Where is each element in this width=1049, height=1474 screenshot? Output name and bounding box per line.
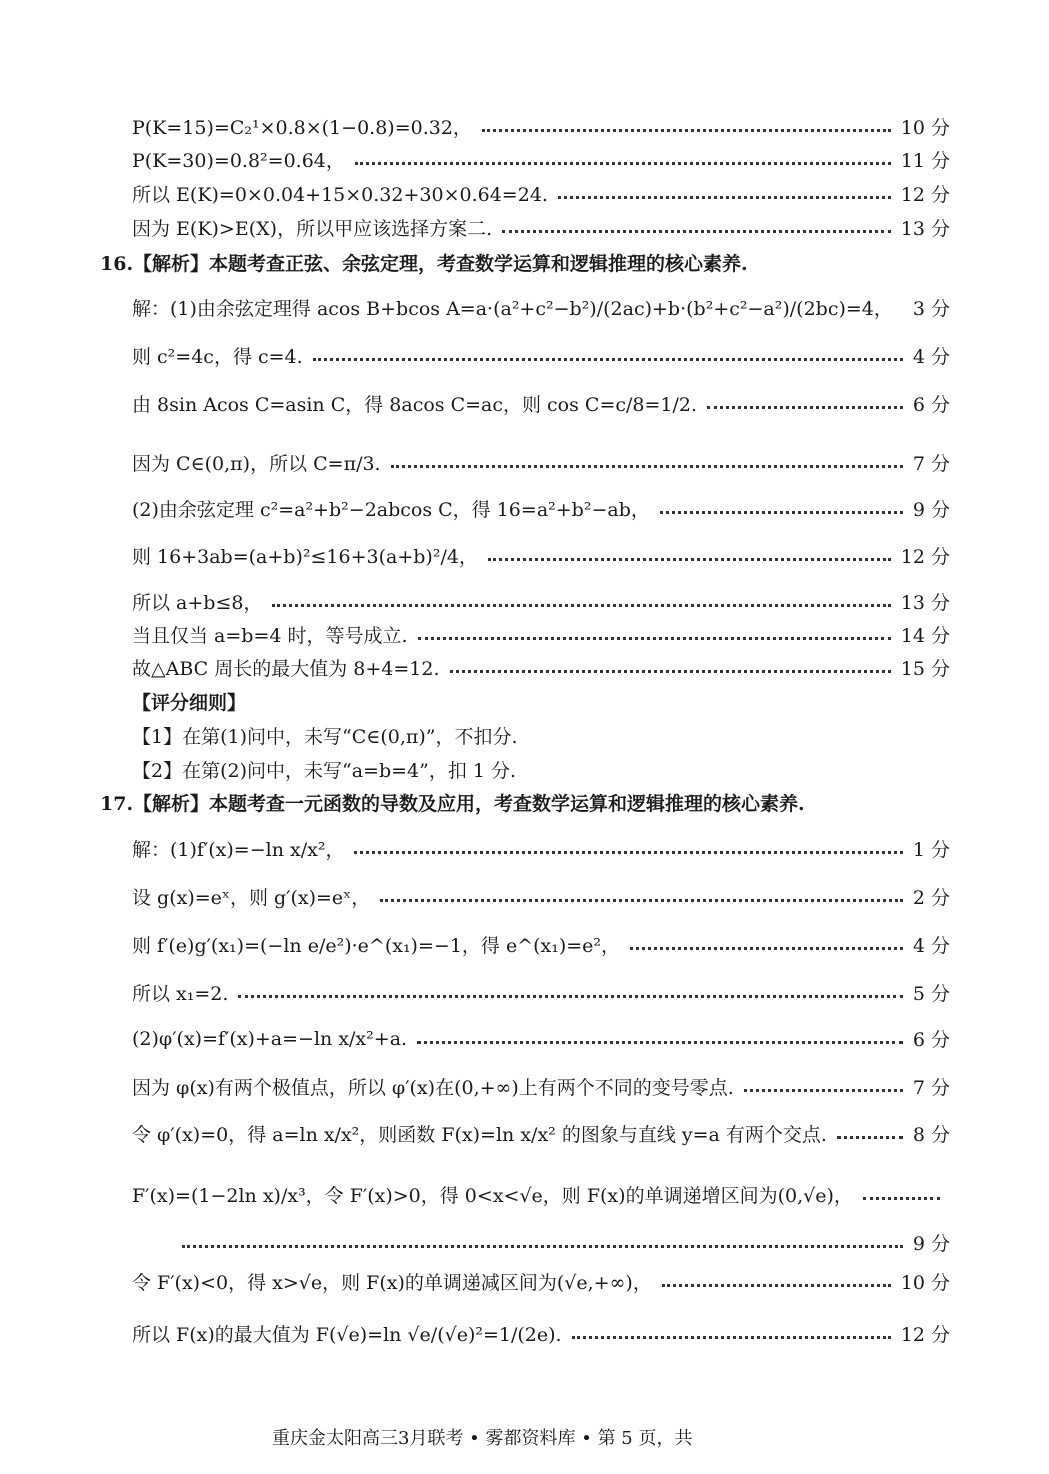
q17-line-7: 令 φ′(x)=0，得 a=ln x/x²，则函数 F(x)=ln x/x² 的图象与直线 y=a 有两个交点. 8 分 bbox=[132, 1120, 950, 1147]
score: 4 分 bbox=[912, 346, 950, 368]
score: 8 分 bbox=[912, 1124, 950, 1146]
q17-line-2: 设 g(x)=eˣ，则 g′(x)=eˣ， 2 分 bbox=[132, 883, 950, 910]
score: 10 分 bbox=[900, 117, 950, 139]
score: 12 分 bbox=[900, 1324, 950, 1346]
q15-line-2: P(K=30)=0.8²=0.64， 11 分 bbox=[132, 146, 950, 173]
q16-line-5: (2)由余弦定理 c²=a²+b²−2abcos C，得 16=a²+b²−ab， 9 分 bbox=[132, 495, 950, 522]
score: 13 分 bbox=[900, 592, 950, 614]
q17-header: 17.【解析】本题考查一元函数的导数及应用，考查数学运算和逻辑推理的核心素养. bbox=[100, 793, 805, 815]
q15-line-3: 所以 E(K)=0×0.04+15×0.32+30×0.64=24. 12 分 bbox=[132, 180, 950, 207]
score: 4 分 bbox=[912, 935, 950, 957]
score: 2 分 bbox=[912, 887, 950, 909]
q16-line-4: 因为 C∈(0,π)，所以 C=π/3. 7 分 bbox=[132, 449, 950, 476]
q16-header: 16.【解析】本题考查正弦、余弦定理，考查数学运算和逻辑推理的核心素养. bbox=[100, 253, 748, 275]
q16-line-3: 由 8sin Acos C=asin C，得 8acos C=ac，则 cos C=c/8=1/2. 6 分 bbox=[132, 390, 950, 417]
q16-line-9: 故△ABC 周长的最大值为 8+4=12. 15 分 bbox=[132, 654, 950, 681]
q16-line-2: 则 c²=4c，得 c=4. 4 分 bbox=[132, 342, 950, 369]
q17-line-1: 解：(1)f′(x)=−ln x/x²， 1 分 bbox=[132, 835, 950, 862]
q17-line-3: 则 f′(e)g′(x₁)=(−ln e/e²)·e^(x₁)=−1，得 e^(x₁)=e²， 4 分 bbox=[132, 931, 950, 958]
q17-line-10: 所以 F(x)的最大值为 F(√e)=ln √e/(√e)²=1/(2e). 12 分 bbox=[132, 1320, 950, 1347]
q17-line-8-continued bbox=[172, 1229, 950, 1256]
score: 11 分 bbox=[900, 150, 950, 172]
q16-line-6: 则 16+3ab=(a+b)²≤16+3(a+b)²/4， 12 分 bbox=[132, 542, 950, 569]
q17-line-6: 因为 φ(x)有两个极值点，所以 φ′(x)在(0,+∞)上有两个不同的变号零点. 7 分 bbox=[132, 1073, 950, 1100]
score: 15 分 bbox=[900, 658, 950, 680]
score: 3 分 bbox=[912, 298, 951, 320]
score: 10 分 bbox=[900, 1272, 950, 1294]
q16-line-7: 所以 a+b≤8， 13 分 bbox=[132, 588, 950, 615]
score: 6 分 bbox=[912, 394, 950, 416]
score: 14 分 bbox=[900, 625, 950, 647]
score: 5 分 bbox=[912, 983, 950, 1005]
q16-line-8: 当且仅当 a=b=4 时，等号成立. 14 分 bbox=[132, 621, 950, 648]
score: 12 分 bbox=[900, 184, 950, 206]
page-footer: 重庆金太阳高三3月联考 • 雾都资料库 • 第 5 页，共 bbox=[272, 1428, 693, 1449]
q15-line-4: 因为 E(K)>E(X)，所以甲应该选择方案二. 13 分 bbox=[132, 214, 950, 241]
q17-line-8: F′(x)=(1−2ln x)/x³，令 F′(x)>0，得 0<x<√e，则 F(x)的单调递增区间为(0,√e)， bbox=[132, 1181, 950, 1208]
grading-rule-2: 【2】在第(2)问中，未写“a=b=4”，扣 1 分. bbox=[132, 760, 517, 782]
score: 1 分 bbox=[912, 839, 950, 861]
score: 9 分 bbox=[912, 1233, 950, 1255]
grading-title: 【评分细则】 bbox=[132, 692, 247, 714]
q17-line-4: 所以 x₁=2. 5 分 bbox=[132, 979, 950, 1006]
score: 13 分 bbox=[900, 218, 950, 240]
q17-line-5: (2)φ′(x)=f′(x)+a=−ln x/x²+a. 6 分 bbox=[132, 1025, 950, 1052]
score: 6 分 bbox=[912, 1029, 950, 1051]
q16-line-1: 解：(1)由余弦定理得 acos B+bcos A=a·(a²+c²−b²)/(2ac)+b·(b²+c²−a²)/(2bc)=4， 3 分 bbox=[132, 294, 950, 321]
grading-rule-1: 【1】在第(1)问中，未写“C∈(0,π)”，不扣分. bbox=[132, 726, 518, 748]
q15-line-1: P(K=15)=C₂¹×0.8×(1−0.8)=0.32， 10 分 bbox=[132, 113, 950, 140]
score: 12 分 bbox=[900, 546, 950, 568]
score: 7 分 bbox=[912, 453, 950, 475]
q17-line-9: 令 F′(x)<0，得 x>√e，则 F(x)的单调递减区间为(√e,+∞)， 10 分 bbox=[132, 1268, 950, 1295]
score: 9 分 bbox=[912, 499, 950, 521]
footer-fade bbox=[700, 1418, 790, 1452]
score: 7 分 bbox=[912, 1077, 950, 1099]
